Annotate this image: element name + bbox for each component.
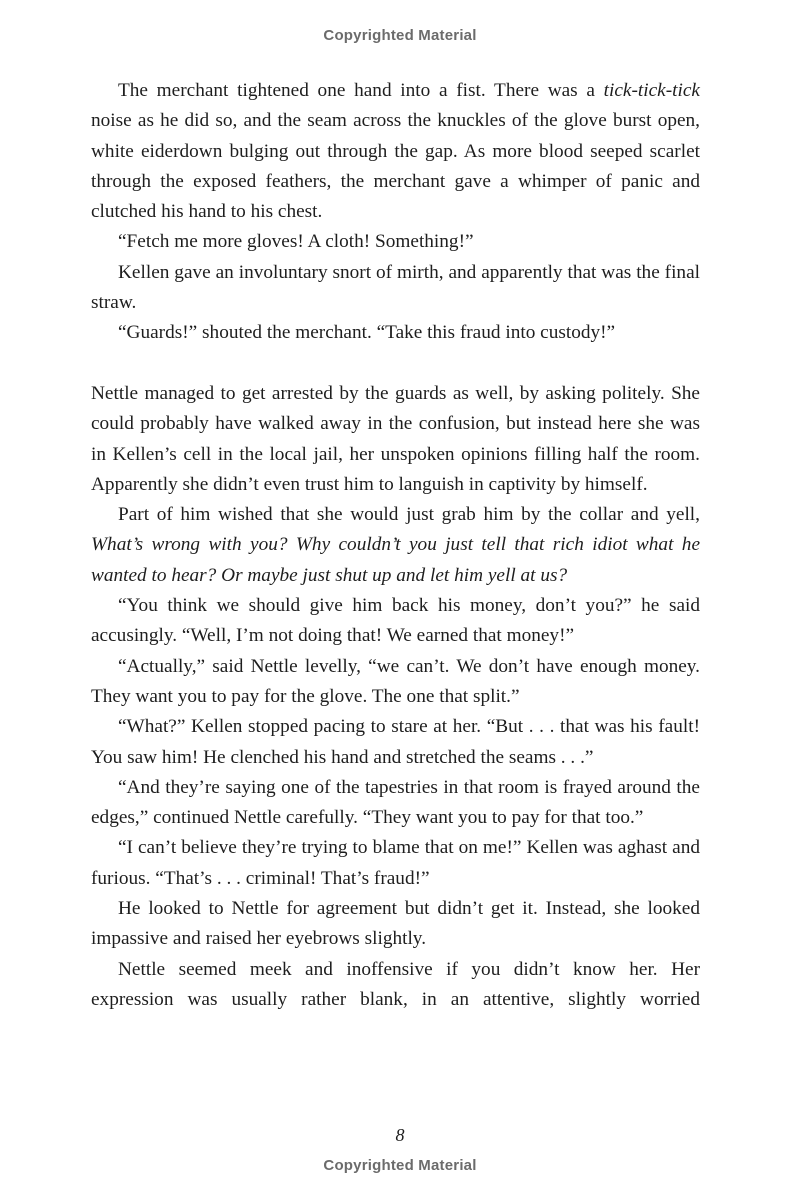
paragraph: He looked to Nettle for agreement but didn’t get it. Instead, she looked impassive and raised her eyebrows slightly. [91, 898, 700, 950]
copyright-banner-top: Copyrighted Material [323, 27, 477, 44]
paragraph: “You think we should give him back his money, don’t you?” he said accusingly. “Well, I’m not doing that! We earned that money!” [91, 595, 700, 647]
italic-text: What’s wrong with you? Why couldn’t you just tell that rich idiot what he wanted to hear? Or maybe just shut up and let him yell at us? [91, 534, 700, 586]
paragraph: The merchant tightened one hand into a fist. There was a tick-tick-tick noise as he did so, and the seam across the knuckles of the glove burst open, white eiderdown bulging out through the gap. As more blood seeped scarlet through the exposed feathers, the merchant gave a whimper of panic and clutched his hand to his chest. [91, 80, 700, 223]
paragraph: Part of him wished that she would just grab him by the collar and yell, What’s wrong with you? Why couldn’t you just tell that rich idiot what he wanted to hear? Or maybe just shut up and let him yell at us? [91, 504, 700, 586]
paragraph: “Fetch me more gloves! A cloth! Something!” [118, 231, 474, 253]
paragraph: “What?” Kellen stopped pacing to stare at her. “But . . . that was his fault! You saw him! He clenched his hand and stretched the seams . . .” [91, 716, 700, 768]
copyright-banner-bottom: Copyrighted Material [323, 1157, 477, 1174]
paragraph: “I can’t believe they’re trying to blame that on me!” Kellen was aghast and furious. “That’s . . . criminal! That’s fraud!” [91, 837, 700, 889]
paragraph: “Actually,” said Nettle levelly, “we can’t. We don’t have enough money. They want you to pay for the glove. The one that split.” [91, 655, 700, 707]
paragraph: “And they’re saying one of the tapestries in that room is frayed around the edges,” continued Nettle carefully. “They want you to pay for that too.” [91, 776, 700, 829]
page-number: 8 [395, 1125, 405, 1145]
paragraph: Nettle managed to get arrested by the guards as well, by asking politely. She could probably have walked away in the confusion, but instead here she was in Kellen’s cell in the local jail, her unspoken opinions filling half the room. Apparently she didn’t even trust him to languish in captivity by himself. [91, 382, 700, 495]
body-text [91, 76, 700, 1015]
paragraph: Nettle seemed meek and inoffensive if you didn’t know her. Her expression was usually rather blank, in an attentive, slightly worried [91, 958, 700, 1010]
paragraph: “Guards!” shouted the merchant. “Take this fraud into custody!” [118, 322, 616, 344]
paragraph: Kellen gave an involuntary snort of mirth, and apparently that was the final straw. [91, 261, 700, 314]
italic-text: tick-tick-tick [603, 80, 700, 101]
